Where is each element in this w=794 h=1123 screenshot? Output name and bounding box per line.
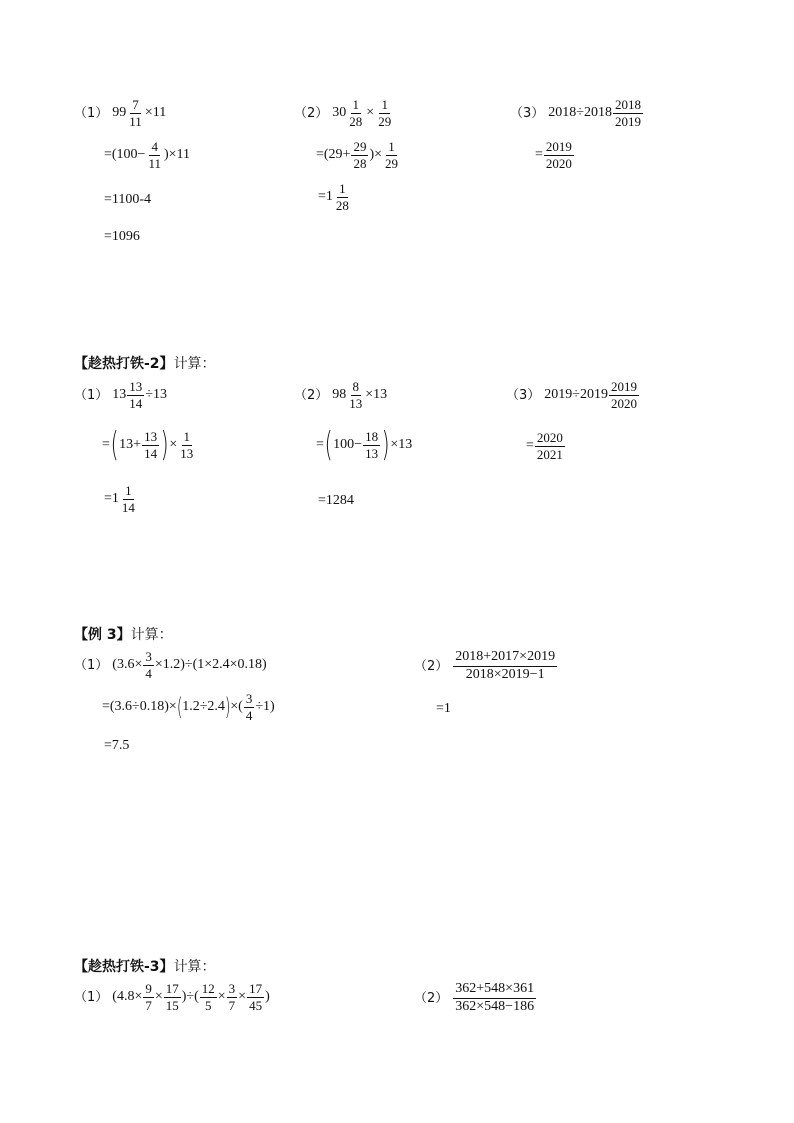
numerator: 1 — [381, 97, 388, 112]
step-text: )× — [369, 147, 383, 163]
problem-label: （1） — [74, 657, 109, 673]
operator-text: × — [154, 989, 163, 1005]
denominator: 7 — [145, 997, 152, 1013]
step-text: )÷( — [181, 989, 199, 1005]
denominator: 28 — [349, 113, 363, 129]
numerator: 3 — [228, 981, 236, 996]
step-text: =(3.6÷0.18)× — [102, 699, 177, 715]
problem-3-2 — [414, 650, 558, 682]
numerator: 1 — [183, 428, 190, 444]
fraction — [535, 431, 565, 461]
step-text: =1 — [104, 491, 119, 507]
denominator: 28 — [335, 197, 349, 213]
numerator: 8 — [352, 379, 360, 394]
expression-text: 2019÷2019 — [544, 387, 608, 403]
step-text: ÷1) — [255, 699, 275, 715]
step-2-2-b — [318, 494, 354, 508]
step-text: ) — [265, 989, 270, 1005]
step-text: =(29+ — [316, 147, 351, 163]
numerator: 7 — [132, 97, 139, 112]
numerator: 18 — [365, 428, 379, 444]
whole-number: 13 — [112, 387, 127, 403]
denominator: 13 — [349, 395, 363, 411]
fraction — [347, 98, 364, 128]
denominator: 362×548−186 — [455, 998, 535, 1014]
step-text: ×13 — [390, 437, 413, 452]
fraction — [334, 182, 351, 212]
fraction — [120, 484, 137, 514]
step-text: = — [526, 438, 534, 454]
header-text: 【例 3】 — [74, 627, 131, 643]
denominator: 11 — [148, 155, 161, 171]
numerator: 9 — [145, 981, 152, 996]
numerator: 29 — [353, 139, 367, 154]
numerator: 17 — [249, 981, 263, 996]
step-1-1-b — [104, 193, 151, 207]
step-1-2-b — [318, 182, 352, 212]
step-2-1-b — [104, 484, 138, 514]
whole-number: 30 — [332, 105, 347, 121]
problem-2-3 — [506, 380, 640, 410]
numerator: 362+548×361 — [453, 982, 536, 999]
step-text: ×1.2)÷(1×2.4×0.18) — [154, 657, 267, 673]
whole-number: 99 — [112, 105, 127, 121]
denominator: 7 — [228, 997, 236, 1013]
problem-label: （2） — [294, 387, 329, 403]
denominator: 14 — [121, 499, 135, 515]
operator-text: × — [238, 989, 247, 1005]
problem-label: （2） — [414, 990, 449, 1006]
operator-text: ×11 — [144, 105, 167, 121]
numerator: 3 — [145, 649, 152, 664]
fraction — [143, 650, 154, 680]
operator-text: × — [169, 437, 178, 452]
step-text: =1 — [318, 189, 333, 205]
fraction — [613, 98, 643, 128]
step-text: =1096 — [104, 229, 140, 244]
denominator: 29 — [385, 155, 399, 171]
section-header-practice-2 — [74, 353, 216, 373]
fraction — [142, 430, 159, 460]
fraction — [383, 140, 400, 170]
denominator: 2020 — [610, 395, 637, 411]
step-1-2-a — [316, 140, 401, 170]
denominator: 2018×2019−1 — [465, 666, 545, 682]
step-1-3-a — [535, 140, 575, 170]
step-text: =7.5 — [104, 738, 130, 753]
denominator: 2019 — [614, 113, 641, 129]
operator-text: ×13 — [365, 387, 388, 403]
denominator: 14 — [129, 395, 143, 411]
fraction — [244, 692, 255, 722]
right-paren: ) — [381, 425, 390, 465]
step-text: ×( — [230, 699, 243, 715]
numerator: 17 — [165, 981, 179, 996]
fraction — [178, 430, 195, 460]
section-header-example-3 — [74, 624, 173, 644]
header-tail: 计算： — [173, 959, 216, 975]
numerator: 1 — [352, 97, 360, 112]
step-text: (4.8× — [112, 989, 143, 1005]
numerator: 2018 — [614, 97, 641, 112]
expression-text: 2018÷2018 — [548, 105, 612, 121]
problem-label: （1） — [74, 989, 109, 1005]
fraction — [347, 380, 364, 410]
problem-1-1 — [74, 98, 166, 128]
numerator: 1 — [125, 483, 132, 498]
fraction — [200, 982, 217, 1012]
denominator: 4 — [245, 707, 253, 723]
whole-number: 98 — [332, 387, 347, 403]
fraction — [363, 430, 380, 460]
numerator: 1 — [388, 139, 395, 154]
step-1-1-a — [104, 140, 190, 170]
denominator: 15 — [165, 997, 179, 1013]
left-paren: ( — [176, 693, 183, 722]
step-3-2-a — [436, 702, 451, 716]
step-text: )×11 — [163, 147, 191, 163]
operator-text: × — [217, 989, 226, 1005]
step-3-1-b — [104, 739, 129, 753]
denominator: 4 — [145, 665, 152, 681]
section-header-practice-3 — [74, 956, 216, 976]
step-text: = — [535, 147, 543, 163]
step-text: 1.2÷2.4 — [182, 699, 225, 715]
fraction — [247, 982, 264, 1012]
problem-label: （1） — [74, 387, 109, 403]
denominator: 11 — [129, 113, 142, 129]
denominator: 2020 — [545, 155, 572, 171]
fraction — [453, 650, 557, 682]
problem-1-2 — [294, 98, 394, 128]
operator-text: ÷13 — [145, 387, 167, 403]
denominator: 13 — [365, 445, 379, 461]
fraction — [351, 140, 368, 170]
problem-label: （2） — [294, 105, 329, 121]
left-paren: ( — [324, 425, 333, 465]
problem-label: （3） — [510, 105, 545, 121]
header-tail: 计算： — [130, 627, 173, 643]
fraction — [143, 982, 154, 1012]
fraction — [453, 982, 536, 1014]
problem-2-2 — [294, 380, 387, 410]
problem-label: （2） — [414, 658, 449, 674]
denominator: 45 — [249, 997, 263, 1013]
fraction — [227, 982, 238, 1012]
right-paren: ) — [160, 425, 169, 465]
header-text: 【趁热打铁-3】 — [74, 959, 174, 975]
step-text: = — [102, 437, 110, 452]
denominator: 5 — [205, 997, 212, 1013]
denominator: 14 — [144, 445, 158, 461]
step-1-1-c — [104, 230, 140, 244]
numerator: 2020 — [536, 430, 563, 445]
header-text: 【趁热打铁-2】 — [74, 356, 174, 372]
numerator: 1 — [339, 181, 346, 196]
step-text: =1 — [436, 701, 451, 716]
step-3-1-a — [102, 692, 275, 722]
left-paren: ( — [110, 425, 119, 465]
operator-text: × — [366, 105, 375, 121]
fraction — [127, 98, 144, 128]
fraction — [544, 140, 574, 170]
numerator: 2019 — [545, 139, 572, 154]
step-2-3-a — [526, 431, 566, 461]
denominator: 2021 — [536, 446, 563, 462]
step-text: =(100− — [104, 147, 146, 163]
fraction — [164, 982, 181, 1012]
fraction — [376, 98, 393, 128]
fraction — [609, 380, 639, 410]
numerator: 3 — [245, 691, 253, 706]
numerator: 2019 — [610, 379, 637, 394]
step-text: 100− — [333, 437, 363, 452]
step-text: =1284 — [318, 493, 354, 508]
step-text: (3.6× — [112, 657, 143, 673]
step-text: =1100-4 — [104, 192, 152, 207]
problem-label: （1） — [74, 105, 109, 121]
step-2-2-a — [316, 425, 413, 465]
numerator: 12 — [201, 981, 215, 996]
step-text: 13+ — [119, 437, 142, 452]
problem-4-1 — [74, 982, 270, 1012]
numerator: 2018+2017×2019 — [453, 650, 557, 667]
problem-2-1 — [74, 380, 167, 410]
denominator: 28 — [353, 155, 367, 171]
numerator: 13 — [144, 428, 158, 444]
numerator: 13 — [129, 379, 143, 394]
problem-4-2 — [414, 982, 537, 1014]
fraction — [127, 380, 144, 410]
fraction — [146, 140, 163, 170]
denominator: 29 — [378, 113, 392, 129]
denominator: 13 — [180, 445, 194, 461]
numerator: 4 — [151, 139, 158, 154]
right-paren: ) — [224, 693, 231, 722]
step-2-1-a — [102, 425, 196, 465]
problem-3-1 — [74, 650, 267, 680]
header-tail: 计算： — [173, 356, 216, 372]
step-text: = — [316, 437, 324, 452]
problem-label: （3） — [506, 387, 541, 403]
problem-1-3 — [510, 98, 644, 128]
